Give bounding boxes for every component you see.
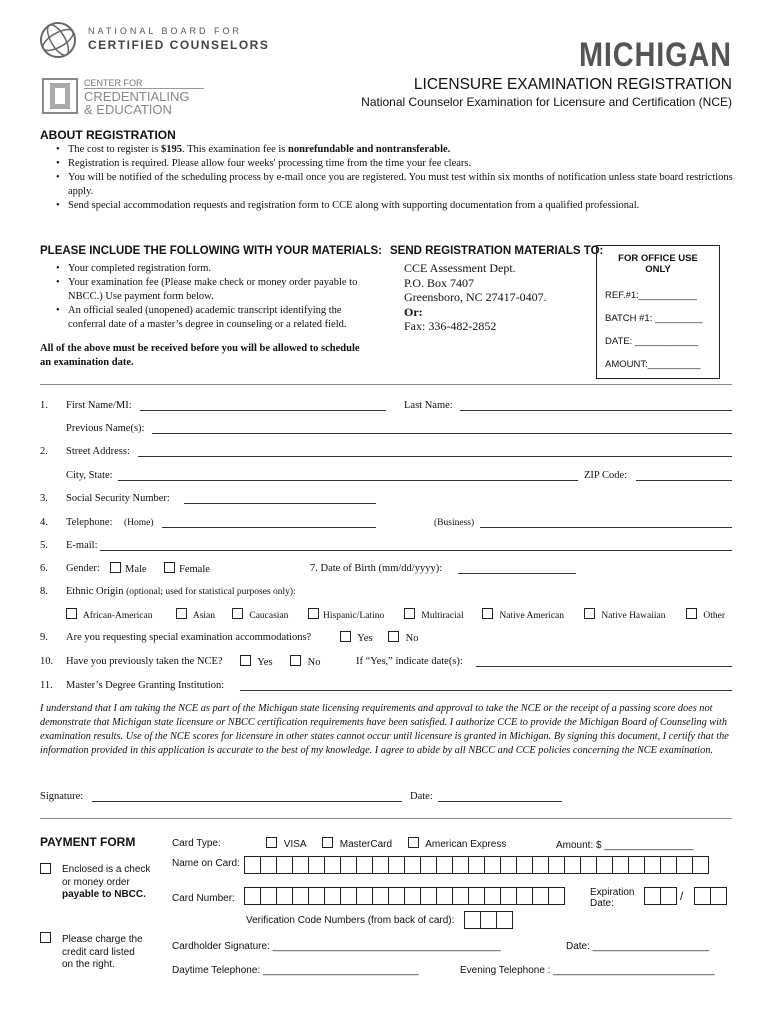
office-batch: BATCH #1: _________ xyxy=(605,313,703,324)
zip-field[interactable] xyxy=(636,480,732,481)
q3-number: 3. xyxy=(40,493,48,504)
email-label: E-mail: xyxy=(66,540,98,551)
ethnic-option-multiracial[interactable] xyxy=(404,608,464,621)
business-phone-field[interactable] xyxy=(480,527,732,528)
checkbox[interactable] xyxy=(40,863,51,874)
checkbox[interactable] xyxy=(66,608,77,619)
text-line: credit card listed xyxy=(62,946,135,958)
option-label: Asian xyxy=(192,611,216,621)
signature-label: Signature: xyxy=(40,791,84,802)
payment-heading: PAYMENT FORM xyxy=(40,835,136,849)
card-visa-option[interactable] xyxy=(266,837,307,850)
institution-label: Master’s Degree Granting Institution: xyxy=(66,680,225,691)
previous-names-label: Previous Name(s): xyxy=(66,423,145,434)
option-label: Multiracial xyxy=(421,611,464,621)
q5-number: 5. xyxy=(40,540,48,551)
card-type-label: Card Type: xyxy=(172,838,221,849)
expiration-separator: / xyxy=(680,889,684,903)
street-address-label: Street Address: xyxy=(66,446,130,457)
option-label: Other xyxy=(703,611,726,621)
first-name-label: First Name/MI: xyxy=(66,400,132,411)
last-name-field[interactable] xyxy=(460,410,732,411)
checkbox[interactable] xyxy=(340,631,351,642)
office-use-box xyxy=(596,245,720,379)
about-heading: ABOUT REGISTRATION xyxy=(40,128,176,142)
female-label: Female xyxy=(179,564,210,575)
name-on-card-label: Name on Card: xyxy=(172,858,240,869)
send-line-fax: Fax: 336-482-2852 xyxy=(404,319,497,333)
amex-label: American Express xyxy=(425,839,507,850)
q10-number: 10. xyxy=(40,656,54,667)
name-on-card-field[interactable] xyxy=(244,856,708,874)
payment-divider xyxy=(40,818,732,819)
accommodations-no-option[interactable] xyxy=(388,631,418,644)
about-bullet-notified: • You will be notified of the scheduling process by e-mail once you are registered. You must test within six months of notification unless state board restrictions apply. xyxy=(54,171,744,199)
accommodations-label: Are you requesting special examination accommodations? xyxy=(66,632,312,643)
checkbox[interactable] xyxy=(584,608,595,619)
card-number-label: Card Number: xyxy=(172,893,235,904)
checkbox[interactable] xyxy=(308,608,319,619)
telephone-label: Telephone: xyxy=(66,517,113,528)
expiration-label xyxy=(590,887,634,909)
text-line: payable to NBCC. xyxy=(62,889,146,900)
nbcc-line1: NATIONAL BOARD FOR xyxy=(88,26,243,36)
daytime-telephone-field[interactable]: Daytime Telephone: ____________________________ xyxy=(172,965,419,976)
signature-date-field[interactable] xyxy=(438,801,562,802)
include-list xyxy=(54,262,379,332)
include-item-transcript: • An official sealed (unopened) academic transcript identifying the conferral date of a master’s degree in counseling or a related field. xyxy=(54,304,379,332)
previous-names-field[interactable] xyxy=(152,433,732,434)
text-line: on the right. xyxy=(62,959,115,970)
option-label: Native Hawaiian xyxy=(601,611,666,621)
about-bullet-cost: • The cost to register is $195. This examination fee is nonrefundable and nontransferable. xyxy=(54,143,744,157)
email-field[interactable] xyxy=(100,550,732,551)
state-title: MICHIGAN xyxy=(579,36,732,74)
ssn-field[interactable] xyxy=(184,503,376,504)
include-item-fee: • Your examination fee (Please make check or money order payable to NBCC.) Use payment form below. xyxy=(54,276,379,304)
yes-label: Yes xyxy=(257,657,273,668)
street-address-field[interactable] xyxy=(138,456,732,457)
checkbox[interactable] xyxy=(266,837,277,848)
signature-field[interactable] xyxy=(92,801,402,802)
page-title: LICENSURE EXAMINATION REGISTRATION xyxy=(413,76,732,93)
ssn-label: Social Security Number: xyxy=(66,493,170,504)
male-label: Male xyxy=(125,564,147,575)
office-ref: REF.#1:___________ xyxy=(605,290,697,301)
nbcc-line2: CERTIFIED COUNSELORS xyxy=(88,38,270,52)
checkbox[interactable] xyxy=(40,932,51,943)
text-line: Please charge the xyxy=(62,934,143,945)
previous-dates-label: If “Yes,” indicate date(s): xyxy=(356,656,463,667)
charge-card-option[interactable] xyxy=(40,932,55,945)
previously-taken-label: Have you previously taken the NCE? xyxy=(66,656,223,667)
send-address xyxy=(404,261,547,334)
checkbox[interactable] xyxy=(290,655,301,666)
include-heading: PLEASE INCLUDE THE FOLLOWING WITH YOUR MATERIALS: xyxy=(40,245,383,257)
ethnic-origin-label: Ethnic Origin (optional; used for statistical purposes only): xyxy=(66,586,296,597)
previously-taken-yes-option[interactable] xyxy=(240,655,273,668)
ethnic-option-african-american[interactable] xyxy=(66,608,153,621)
checkbox[interactable] xyxy=(404,608,415,619)
no-label: No xyxy=(307,657,321,668)
gender-label: Gender: xyxy=(66,563,100,574)
cce-line2: CREDENTIALING xyxy=(84,89,190,104)
signature-date-label: Date: xyxy=(410,791,433,802)
nbcc-logo xyxy=(38,20,78,65)
accommodations-yes-option[interactable] xyxy=(340,631,373,644)
gender-male-option[interactable] xyxy=(110,562,147,575)
no-label: No xyxy=(405,633,419,644)
about-list xyxy=(54,143,744,213)
option-label: Caucasian xyxy=(249,611,289,621)
option-label: African-American xyxy=(82,611,153,621)
previously-taken-no-option[interactable] xyxy=(290,655,320,668)
page-subtitle: National Counselor Examination for Licensure and Certification (NCE) xyxy=(361,95,732,109)
section-divider xyxy=(40,384,732,385)
cardholder-signature-field[interactable]: Cardholder Signature: _________________________________________ xyxy=(172,941,501,952)
cce-line1: CENTER FOR xyxy=(84,78,204,89)
verification-code-field[interactable] xyxy=(464,911,512,929)
home-phone-label: (Home) xyxy=(124,518,154,528)
about-bullet-accommodation: • Send special accommodation requests and registration form to CCE along with supporting documentation from a qualified professional. xyxy=(54,199,744,213)
globe-icon xyxy=(38,20,78,60)
option-label: Native American xyxy=(499,611,565,621)
q8-number: 8. xyxy=(40,586,48,597)
ethnic-option-asian[interactable] xyxy=(176,608,215,621)
checkbox[interactable] xyxy=(240,655,251,666)
expiration-month-field[interactable] xyxy=(644,887,676,905)
office-use-only: ONLY xyxy=(645,264,671,275)
option-label: Hispanic/Latino xyxy=(323,611,385,621)
checkbox[interactable] xyxy=(408,837,419,848)
checkbox[interactable] xyxy=(388,631,399,642)
ethnic-option-hispanic[interactable] xyxy=(308,608,384,621)
send-line-or: Or: xyxy=(404,304,423,319)
send-line-pobox: P.O. Box 7407 xyxy=(404,275,475,290)
mastercard-label: MasterCard xyxy=(339,839,393,850)
q4-number: 4. xyxy=(40,517,48,528)
about-bullet-required: • Registration is required. Please allow four weeks' processing time from the time your fee clears. xyxy=(54,157,744,171)
amount-field[interactable]: Amount: $ ________________ xyxy=(556,840,694,851)
checkbox[interactable] xyxy=(232,608,243,619)
home-phone-field[interactable] xyxy=(162,527,376,528)
send-line-dept: CCE Assessment Dept. xyxy=(404,261,516,275)
enclosed-check-option[interactable] xyxy=(40,863,55,876)
ethnic-option-caucasian[interactable] xyxy=(232,608,288,621)
text-line: Date: xyxy=(590,898,614,909)
checkbox[interactable] xyxy=(176,608,187,619)
card-mastercard-option[interactable] xyxy=(322,837,392,850)
text-line: or money order xyxy=(62,876,130,888)
include-note: All of the above must be received before you will be allowed to schedule an examination date. xyxy=(40,343,360,368)
expiration-year-field[interactable] xyxy=(694,887,726,905)
q9-number: 9. xyxy=(40,632,48,643)
certification-statement: I understand that I am taking the NCE as part of the Michigan state licensing requirements and approval to take the NCE or the receipt of a passing score does not demonstrate that Michigan state licensure or NBCC certification requirements have been satisfied. I authorize CCE to provide the Michigan Board of Counseling with examination results. Use of the NCE scores for licensure in other states cannot occur until licensure is granted in Michigan. By signing this document, I certify that the information provided in this application is accurate to the best of my knowledge. I agree to abide by all NBCC and CCE policies concerning the NCE examination. xyxy=(40,703,729,756)
cce-logo xyxy=(42,78,78,119)
previous-dates-field[interactable] xyxy=(476,666,732,667)
city-state-label: City, State: xyxy=(66,470,113,481)
enclosed-check-label xyxy=(62,864,150,902)
office-date: DATE: ____________ xyxy=(605,336,699,347)
visa-label: VISA xyxy=(283,839,307,850)
dob-label: 7. Date of Birth (mm/dd/yyyy): xyxy=(310,563,443,574)
zip-label: ZIP Code: xyxy=(584,470,628,481)
institution-field[interactable] xyxy=(240,690,732,691)
yes-label: Yes xyxy=(357,633,373,644)
checkbox[interactable] xyxy=(322,837,333,848)
card-number-field[interactable] xyxy=(244,887,564,905)
first-name-field[interactable] xyxy=(140,410,386,411)
q2-number: 2. xyxy=(40,446,48,457)
send-line-city: Greensboro, NC 27417-0407. xyxy=(404,290,547,304)
ethnic-option-other[interactable] xyxy=(686,608,725,621)
checkbox[interactable] xyxy=(686,608,697,619)
ethnic-option-native-hawaiian[interactable] xyxy=(584,608,665,621)
evening-telephone-field[interactable]: Evening Telephone : _____________________________ xyxy=(460,965,715,976)
q6-number: 6. xyxy=(40,563,48,574)
checkbox[interactable] xyxy=(482,608,493,619)
text-line: Enclosed is a check xyxy=(62,864,151,875)
cce-line3: & EDUCATION xyxy=(84,102,172,117)
card-amex-option[interactable] xyxy=(408,837,506,850)
q11-number: 11. xyxy=(40,680,53,691)
last-name-label: Last Name: xyxy=(404,400,453,411)
business-phone-label: (Business) xyxy=(434,518,475,528)
cce-emblem-icon xyxy=(42,78,78,114)
office-amount: AMOUNT:__________ xyxy=(605,359,701,370)
gender-female-option[interactable] xyxy=(164,562,210,575)
charge-card-label xyxy=(62,934,143,972)
dob-field[interactable] xyxy=(458,573,576,574)
text-line: Expiration xyxy=(590,887,635,898)
ethnic-option-native-american[interactable] xyxy=(482,608,564,621)
verification-label: Verification Code Numbers (from back of card): xyxy=(246,915,455,926)
payment-date-field[interactable]: Date: _____________________ xyxy=(566,941,710,952)
male-checkbox[interactable] xyxy=(110,562,121,573)
city-state-field[interactable] xyxy=(118,480,578,481)
female-checkbox[interactable] xyxy=(164,562,175,573)
office-use-title: FOR OFFICE USE xyxy=(618,253,698,264)
include-item-form: • Your completed registration form. xyxy=(54,262,379,276)
q1-number: 1. xyxy=(40,400,48,411)
send-heading: SEND REGISTRATION MATERIALS TO: xyxy=(390,245,604,257)
